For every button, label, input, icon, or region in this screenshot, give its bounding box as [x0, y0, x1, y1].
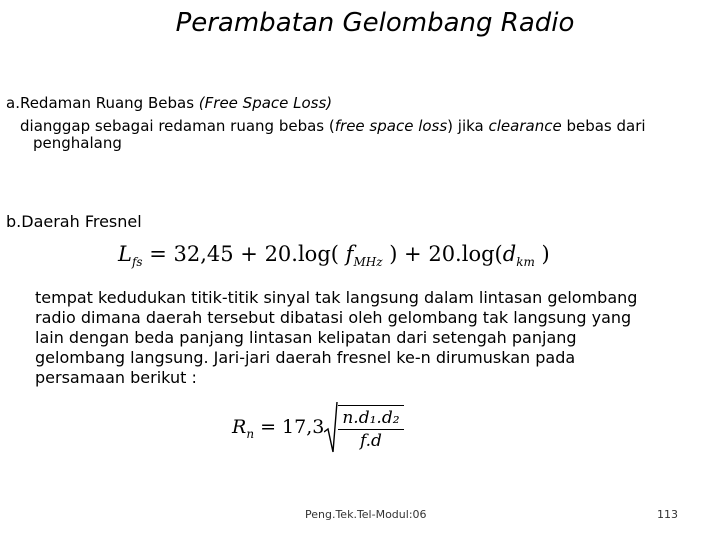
eq2-lhs: R: [232, 416, 247, 438]
eq1-lhs-sub: fs: [131, 255, 143, 270]
eq1-var-2: d: [502, 242, 517, 266]
sqrt-fraction: [338, 405, 403, 451]
section-a-heading-text: a.Redaman Ruang Bebas: [6, 94, 199, 112]
eq2-eq: = 17,3: [254, 416, 325, 438]
fresnel-radius-equation: [232, 402, 404, 454]
eq2-denominator: f.d: [359, 431, 382, 451]
eq1-var-2-sub: km: [516, 255, 535, 270]
section-a-heading-italic: (Free Space Loss): [198, 94, 333, 112]
section-a-heading: [6, 94, 332, 112]
section-b-line: radio dimana daerah tersebut dibatasi oleh gelombang tak langsung yang: [35, 308, 632, 327]
eq2-lhs-sub: n: [246, 426, 255, 441]
eq1-body-3: ): [534, 242, 550, 266]
page-number: 113: [657, 508, 678, 521]
eq1-var-1-sub: MHz: [353, 255, 383, 270]
section-b-heading: b.Daerah Fresnel: [6, 212, 142, 231]
section-b-line: gelombang langsung. Jari-jari daerah fresnel ke-n dirumuskan pada: [35, 348, 576, 367]
footer-label: Peng.Tek.Tel-Modul:06: [305, 508, 427, 521]
slide-title: Perambatan Gelombang Radio: [175, 8, 575, 38]
section-a-text-line2: penghalang: [33, 134, 122, 152]
eq1-body-1: = 32,45 + 20.log(: [142, 242, 346, 266]
free-space-loss-equation: [118, 242, 550, 269]
section-a-text-1: dianggap sebagai redaman ruang bebas (: [20, 117, 335, 135]
section-a-italic-1: free space loss: [334, 117, 448, 135]
sqrt-symbol: [324, 402, 338, 454]
section-a-italic-2: clearance: [488, 117, 562, 135]
section-b-line: lain dengan beda panjang lintasan kelipatan dari setengah panjang: [35, 328, 577, 347]
eq1-lhs: L: [118, 242, 132, 266]
section-b-line: persamaan berikut :: [35, 368, 197, 387]
eq2-numerator: n.d₁.d₂: [338, 408, 403, 430]
section-a-text-2: ) jika: [447, 117, 489, 135]
eq1-body-2: ) + 20.log(: [382, 242, 503, 266]
section-a-body: [20, 118, 700, 152]
section-a-text-3: bebas dari: [561, 117, 646, 135]
section-b-line: tempat kedudukan titik-titik sinyal tak langsung dalam lintasan gelombang: [35, 288, 638, 307]
section-b-body: [35, 288, 695, 388]
eq1-var-1: f: [345, 242, 354, 266]
